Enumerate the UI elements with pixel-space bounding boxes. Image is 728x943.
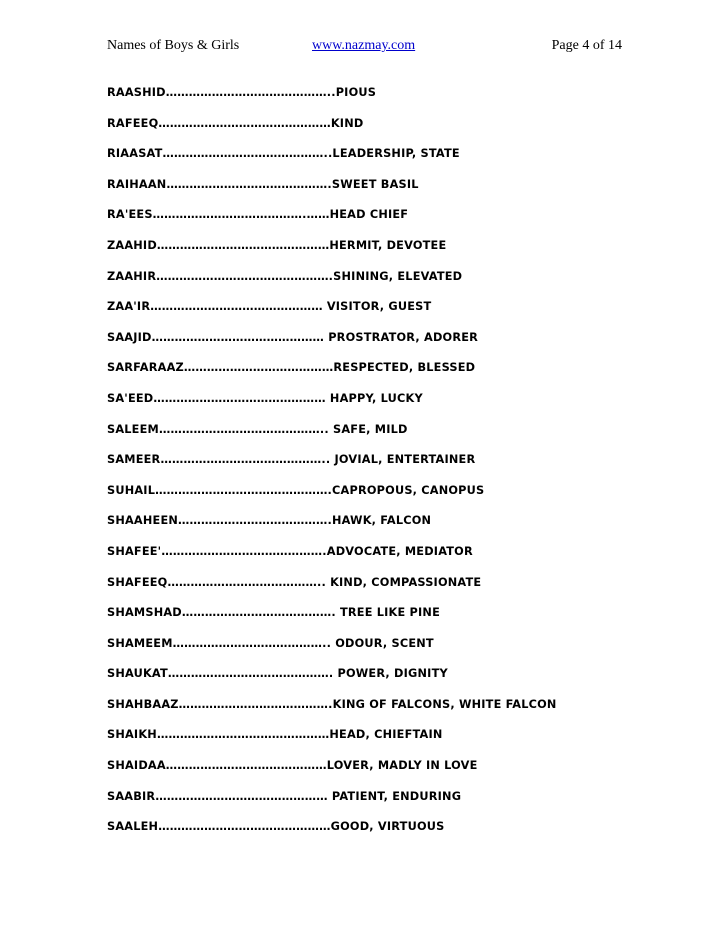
name-entry: SA'EED……………………………………… HAPPY, LUCKY [107, 391, 423, 405]
name-entry: SAAJID……………………………………… PROSTRATOR, ADORER [107, 330, 479, 344]
name-entry: RAFEEQ………………………………………KIND [107, 116, 364, 130]
name-entry: RAIHAAN…………………………………….SWEET BASIL [107, 177, 419, 191]
name-entry: RA'EES………………………………….……HEAD CHIEF [107, 208, 409, 222]
name-entry: SAABIR……………………………………… PATIENT, ENDURING [107, 789, 462, 803]
name-entry: SHAHBAAZ………………………………….KING OF FALCONS, WHITE FALCON [107, 697, 557, 711]
name-entry: ZAAHID………………………………………HERMIT, DEVOTEE [107, 238, 447, 252]
name-entry: SHAUKAT……………………………………. POWER, DIGNITY [107, 667, 448, 681]
name-entry: SHAFEEQ………………………………….. KIND, COMPASSIONATE [107, 575, 482, 589]
name-entry: SHAFEE'…………………………………….ADVOCATE, MEDIATOR [107, 544, 473, 558]
page-number: Page 4 of 14 [551, 38, 622, 53]
name-entry: SUHAIL……………………………………….CAPROPOUS, CANOPUS [107, 483, 485, 497]
name-entry: RAASHID……………………………………..PIOUS [107, 86, 377, 99]
name-entry: SALEEM…………………………………….. SAFE, MILD [107, 422, 408, 436]
name-entry: RIAASAT……………………………………..LEADERSHIP, STATE [107, 147, 460, 161]
name-entry: SHAMEEM………………………………….. ODOUR, SCENT [107, 636, 434, 650]
name-entry: SAALEH………………………………………GOOD, VIRTUOUS [107, 820, 445, 834]
name-entry: SHAAHEEN………………………………….HAWK, FALCON [107, 514, 432, 528]
name-entry: SHAIKH………………………………………HEAD, CHIEFTAIN [107, 728, 443, 742]
name-entry: SARFARAAZ…………………………………RESPECTED, BLESSED [107, 361, 476, 375]
document-title: Names of Boys & Girls [107, 38, 240, 53]
name-entry: SHAMSHAD…………………………………. TREE LIKE PINE [107, 606, 441, 620]
name-entry: ZAA'IR……………………………………… VISITOR, GUEST [107, 300, 432, 314]
name-entry: ZAAHIR……………………………………….SHINING, ELEVATED [107, 269, 463, 283]
names-list [107, 84, 667, 849]
page-header [107, 38, 622, 58]
name-entry: SAMEER…………………………………….. JOVIAL, ENTERTAINER [107, 453, 476, 467]
name-entry: SHAIDAA……………………………………LOVER, MADLY IN LOVE [107, 759, 478, 773]
website-link[interactable]: www.nazmay.com [312, 38, 416, 53]
